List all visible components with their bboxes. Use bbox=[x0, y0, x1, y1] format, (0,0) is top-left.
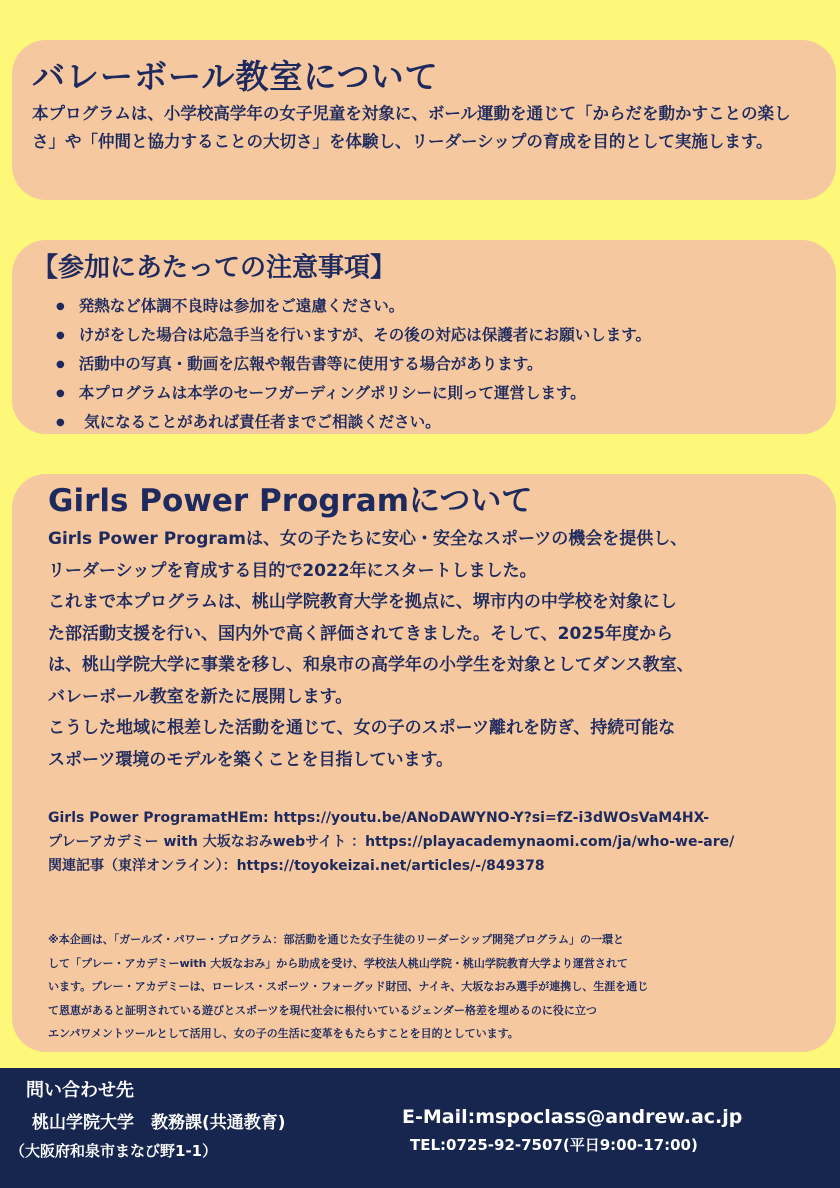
footnote bbox=[48, 928, 814, 1046]
notes-title: 【参加にあたっての注意事項】 bbox=[32, 253, 397, 283]
contact-address: （大阪府和泉市まなび野1-1） bbox=[10, 1142, 218, 1160]
contact-email[interactable]: E-Mail:mspoclass@andrew.ac.jp bbox=[402, 1106, 743, 1128]
about-title: バレーボール教室について bbox=[32, 57, 439, 96]
gpp-line: これまで本プログラムは、桃山学院教育大学を拠点に、堺市内の中学校を対象にし bbox=[48, 592, 677, 612]
contact-title: 問い合わせ先 bbox=[26, 1080, 134, 1101]
notes-card bbox=[12, 240, 836, 434]
contact-footer bbox=[0, 1068, 840, 1188]
gpp-line: Girls Power Programは、女の子たちに安心・安全なスポーツの機会を提供し、 bbox=[48, 529, 688, 549]
about-body: 本プログラムは、小学校高学年の女子児童を対象に、ボール運動を通じて「からだを動かすことの楽しさ」や「仲間と協力することの大切さ」を体験し、リーダーシップの育成を目的として実施します。 bbox=[32, 104, 791, 151]
footnote-line: エンパワメントツールとして活用し、女の子の生活に変革をもたらすことを目的としています。 bbox=[48, 1027, 519, 1040]
related-links bbox=[48, 806, 814, 878]
about-card bbox=[12, 40, 836, 200]
gpp-line: た部活動支援を行い、国内外で高く評価されてきました。そして、2025年度から bbox=[48, 623, 673, 644]
gpp-line: は、桃山学院大学に事業を移し、和泉市の高学年の小学生を対象としてダンス教室、 bbox=[48, 655, 694, 675]
playacademy-link[interactable]: プレーアカデミー with 大坂なおみwebサイト ：https://playacademynaomi.com/ja/who-we-are/ bbox=[48, 834, 735, 850]
gpp-line: スポーツ環境のモデルを築くことを目指しています。 bbox=[48, 749, 454, 770]
contact-phone[interactable]: TEL:0725-92-7507(平日9:00-17:00) bbox=[410, 1136, 698, 1154]
gpp-title: Girls Power Programについて bbox=[48, 483, 533, 519]
gpp-line: こうした地域に根差した活動を通じて、女の子のスポーツ離れを防ぎ、持続可能な bbox=[48, 718, 676, 738]
footnote-line: して「プレー・アカデミーwith 大坂なおみ」から助成を受け、学校法人桃山学院・桃山学院教育大学より運営されて bbox=[48, 956, 628, 970]
list-item: ● 活動中の写真・動画を広報や報告書等に使用する場合があります。 bbox=[56, 350, 814, 379]
article-link[interactable]: 関連記事（東洋オンライン）：https://toyokeizai.net/articles/-/849378 bbox=[48, 858, 545, 874]
list-item: ● 気になることがあれば責任者までご相談ください。 bbox=[56, 408, 814, 437]
gpp-line: リーダーシップを育成する目的で2022年にスタートしました。 bbox=[48, 560, 537, 581]
list-item: ● けがをした場合は応急手当を行いますが、その後の対応は保護者にお願いします。 bbox=[56, 321, 814, 350]
footnote-line: て恩恵があると証明されている遊びとスポーツを現代社会に根付いているジェンダー格差を埋めるのに役に立つ bbox=[48, 1003, 597, 1017]
gpp-card bbox=[12, 474, 836, 1052]
gpp-body bbox=[48, 524, 814, 776]
contact-organization: 桃山学院大学 教務課(共通教育) bbox=[32, 1113, 286, 1133]
footnote-line: います。プレー・アカデミーは、ローレス・スポーツ・フォーグッド財団、ナイキ、大坂なおみ選手が連携し、生涯を通じ bbox=[48, 980, 649, 993]
list-item: ● 発熱など体調不良時は参加をご遠慮ください。 bbox=[56, 292, 814, 321]
footnote-line: ※本企画は、「ガールズ・パワー・プログラム：部活動を通じた女子生徒のリーダーシップ開発プログラム」の一環と bbox=[48, 933, 624, 946]
notes-list bbox=[32, 292, 814, 437]
youtube-link[interactable]: Girls Power ProgramatHEm: https://youtu.be/ANoDAWYNO-Y?si=fZ-i3dWOsVaM4HX- bbox=[48, 810, 710, 826]
list-item: ● 本プログラムは本学のセーフガーディングポリシーに則って運営します。 bbox=[56, 379, 814, 408]
gpp-line: バレーボール教室を新たに展開します。 bbox=[48, 686, 353, 707]
